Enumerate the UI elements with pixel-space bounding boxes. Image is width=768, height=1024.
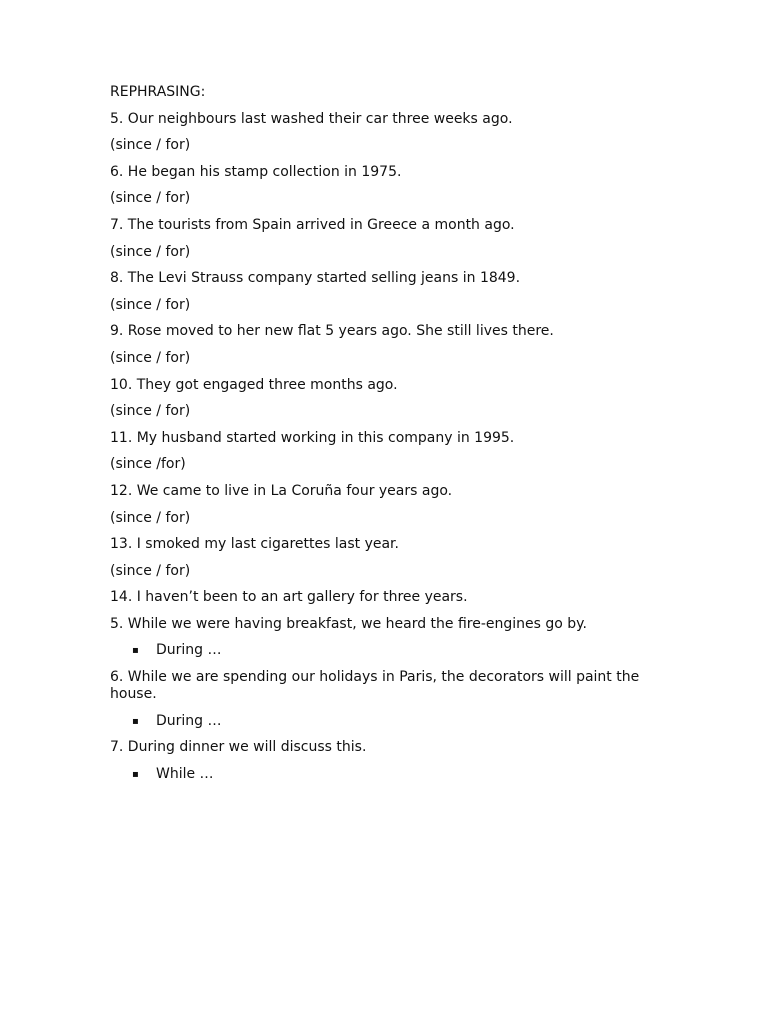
exercise-hint: (since / for): [110, 403, 191, 420]
exercise-line: 5. Our neighbours last washed their car three weeks ago.: [110, 110, 513, 127]
square-bullet-icon: ▪: [132, 768, 139, 780]
exercise-hint: (since /for): [110, 456, 186, 473]
document-page: [110, 84, 670, 792]
exercise-line: 6. He began his stamp collection in 1975.: [110, 163, 402, 180]
exercise-hint: (since / for): [110, 562, 191, 579]
exercise-line: 13. I smoked my last cigarettes last year.: [110, 536, 399, 553]
bullet-text: While …: [156, 765, 214, 782]
square-bullet-icon: ▪: [132, 715, 139, 727]
bullet-text: During …: [156, 642, 222, 659]
exercise-hint: (since / for): [110, 190, 191, 207]
exercise-line: 8. The Levi Strauss company started selling jeans in 1849.: [110, 270, 521, 287]
bullet-text: During …: [156, 712, 222, 729]
during-sentence: 7. During dinner we will discuss this.: [110, 739, 367, 756]
exercise-hint: (since / for): [110, 349, 191, 366]
bullet-item: [110, 642, 670, 659]
during-sentence: 6. While we are spending our holidays in Paris, the decorators will paint the house.: [110, 669, 640, 703]
bullet-item: [110, 766, 670, 783]
bullet-item: [110, 713, 670, 730]
square-bullet-icon: ▪: [132, 645, 139, 657]
exercise-line: 7. The tourists from Spain arrived in Greece a month ago.: [110, 216, 515, 233]
exercise-hint: (since / for): [110, 243, 191, 260]
document-heading: REPHRASING:: [110, 84, 206, 100]
exercise-line: 14. I haven’t been to an art gallery for three years.: [110, 589, 468, 606]
exercise-line: 10. They got engaged three months ago.: [110, 376, 398, 393]
exercise-line: 11. My husband started working in this company in 1995.: [110, 429, 515, 446]
exercise-hint: (since / for): [110, 509, 191, 526]
exercise-line: 9. Rose moved to her new flat 5 years ago. She still lives there.: [110, 323, 554, 340]
exercise-hint: (since / for): [110, 137, 191, 154]
during-sentence: 5. While we were having breakfast, we heard the fire-engines go by.: [110, 615, 587, 632]
exercise-hint: (since / for): [110, 296, 191, 313]
exercise-line: 12. We came to live in La Coruña four years ago.: [110, 482, 453, 499]
